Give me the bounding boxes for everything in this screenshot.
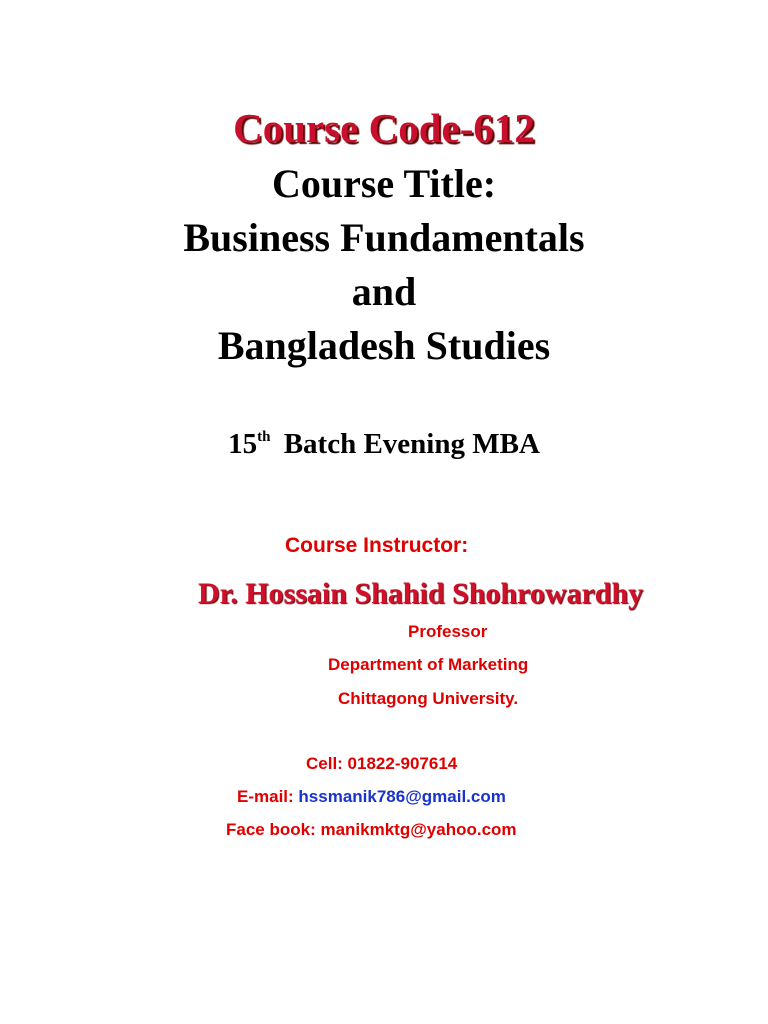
- contact-email-line: [237, 787, 506, 807]
- batch-line: [0, 428, 768, 461]
- contact-cell: Cell: 01822-907614: [306, 754, 458, 773]
- course-title-line-3: Bangladesh Studies: [217, 323, 551, 368]
- instructor-position: Professor: [408, 622, 488, 641]
- instructor-department: Department of Marketing: [328, 655, 529, 674]
- instructor-label: Course Instructor:: [285, 534, 469, 557]
- batch-suffix: th: [257, 429, 271, 445]
- instructor-university: Chittagong University.: [338, 689, 519, 708]
- batch-number: 15: [228, 428, 258, 460]
- course-title-label: Course Title:: [271, 161, 497, 206]
- email-address-link[interactable]: hssmanik786@gmail.com: [298, 787, 506, 806]
- course-code: Course Code-612: [233, 105, 535, 151]
- course-title-line-1: Business Fundamentals: [183, 215, 585, 260]
- course-title-line-2: and: [351, 269, 417, 314]
- instructor-name: Dr. Hossain Shahid Shohrowardhy: [198, 577, 644, 610]
- contact-facebook: Face book: manikmktg@yahoo.com: [226, 820, 517, 839]
- batch-text: Batch Evening MBA: [283, 428, 540, 460]
- email-label: E-mail:: [237, 787, 299, 806]
